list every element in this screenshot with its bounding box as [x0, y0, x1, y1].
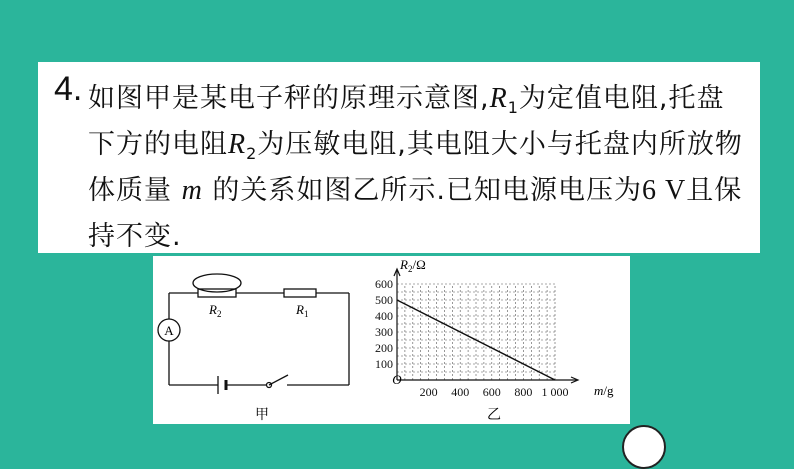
variable-m: m: [181, 175, 203, 206]
question-line-4: 持不变.: [88, 221, 182, 252]
question-line-2: [88, 122, 743, 163]
y-tick-label: 200: [375, 341, 393, 355]
question-line-3: [88, 168, 742, 207]
text: 下方的电阻: [88, 129, 228, 160]
origin-label: O: [392, 372, 402, 387]
switch-lever: [269, 375, 288, 385]
chart: [375, 257, 614, 423]
y-tick-label: 500: [375, 293, 393, 307]
question-line-1: [88, 76, 724, 117]
variable-r: R: [489, 83, 508, 114]
x-tick-label: 1 000: [541, 385, 569, 399]
y-tick-label: 100: [375, 357, 393, 371]
question-box: [38, 62, 760, 253]
x-tick-label: 800: [514, 385, 533, 399]
y-tick-label: 300: [375, 325, 393, 339]
grid: [397, 284, 555, 380]
corner-sticker: [622, 425, 666, 469]
caption-yi: 乙: [487, 407, 501, 423]
r1-label: $R_1$: [296, 302, 309, 319]
variable-r: R: [228, 129, 247, 160]
text: 为定值电阻,托盘: [518, 83, 725, 114]
text: 为压敏电阻,其电阻大小与托盘内所放物: [257, 129, 743, 160]
x-tick-label: 200: [419, 385, 438, 399]
question-number: 4.: [54, 70, 83, 108]
text: 如图甲是某电子秤的原理示意图,: [88, 83, 490, 114]
text: 体质量: [88, 175, 172, 206]
subscript: 1: [507, 98, 519, 117]
r2-label: $R_2$: [209, 302, 222, 319]
resistor-r1: [284, 289, 316, 297]
x-tick-label: 400: [451, 385, 470, 399]
y-tick-label: 600: [375, 277, 393, 291]
axes: [394, 269, 578, 383]
y-axis-label: $R_2/\Omega$: [400, 257, 426, 274]
figures-svg: [153, 256, 630, 424]
figure-box: [153, 256, 630, 424]
subscript: 2: [246, 144, 258, 163]
ammeter-label: A: [164, 323, 174, 338]
x-tick-label: 600: [482, 385, 501, 399]
circuit-diagram: [158, 274, 349, 394]
text: 且保: [686, 175, 743, 206]
y-tick-label: 400: [375, 309, 393, 323]
voltage-value: 6 V: [642, 175, 687, 206]
caption-jia: 甲: [255, 407, 269, 423]
text: 的关系如图乙所示.已知电源电压为: [212, 175, 643, 206]
x-axis-label: m/g: [594, 383, 614, 398]
